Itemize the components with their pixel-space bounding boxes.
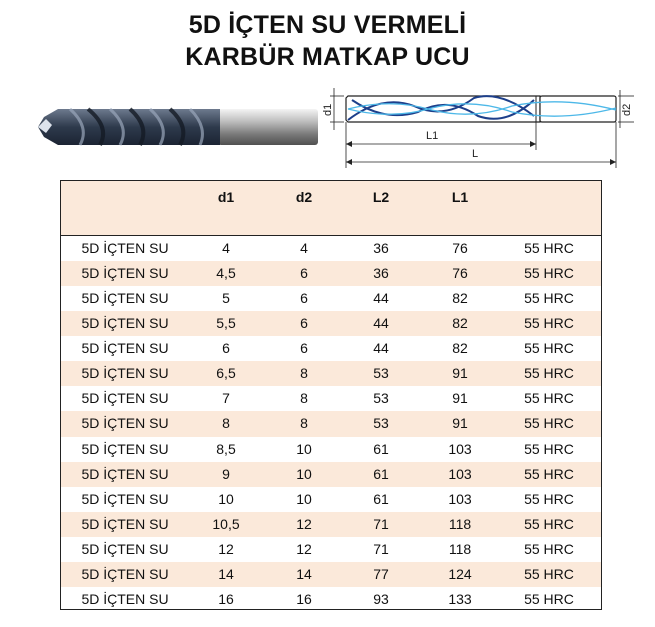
- title-line-2: KARBÜR MATKAP UCU: [185, 43, 470, 71]
- cell-d1: 4: [222, 240, 230, 256]
- cell-d1: 8: [222, 415, 230, 432]
- cell-type: 5D İÇTEN SU: [81, 240, 169, 256]
- cell-d2: 6: [300, 290, 308, 307]
- cell-type: 5D İÇTEN SU: [81, 440, 169, 457]
- cell-type: 5D İÇTEN SU: [81, 365, 169, 382]
- cell-l2: 61: [373, 490, 389, 507]
- cell-l2: 61: [373, 440, 389, 457]
- cell-d1: 12: [218, 540, 234, 557]
- cell-l1: 76: [452, 240, 468, 256]
- cell-hardness: 55 HRC: [524, 365, 574, 382]
- table-header: [61, 181, 601, 236]
- cell-hardness: 55 HRC: [524, 465, 574, 482]
- cell-l1: 103: [448, 465, 472, 482]
- cell-type: 5D İÇTEN SU: [81, 415, 169, 432]
- cell-type: 5D İÇTEN SU: [81, 540, 169, 557]
- cell-hardness: 55 HRC: [524, 515, 574, 532]
- cell-d1: 5: [222, 290, 230, 307]
- table-row: [61, 462, 601, 487]
- table-row: [61, 311, 601, 336]
- cell-d2: 16: [296, 590, 312, 607]
- drill-bit-image: [30, 103, 320, 153]
- cell-l2: 44: [373, 315, 389, 332]
- cell-type: 5D İÇTEN SU: [81, 490, 169, 507]
- cell-hardness: 55 HRC: [524, 540, 574, 557]
- table-body: [61, 236, 601, 612]
- cell-l1: 103: [448, 490, 472, 507]
- cell-l1: 118: [448, 540, 472, 557]
- cell-d1: 10: [218, 490, 234, 507]
- cell-type: 5D İÇTEN SU: [81, 390, 169, 407]
- table-row: [61, 512, 601, 537]
- cell-d1: 9: [222, 465, 230, 482]
- cell-d2: 12: [296, 540, 312, 557]
- cell-d1: 6,5: [216, 365, 236, 382]
- cell-d2: 6: [300, 315, 308, 332]
- cell-d1: 8,5: [216, 440, 236, 457]
- cell-type: 5D İÇTEN SU: [81, 290, 169, 307]
- cell-l1: 91: [452, 390, 468, 407]
- cell-l2: 61: [373, 465, 389, 482]
- table-row: [61, 286, 601, 311]
- cell-l1: 118: [448, 515, 472, 532]
- table-row: [61, 236, 601, 261]
- cell-hardness: 55 HRC: [524, 390, 574, 407]
- cell-hardness: 55 HRC: [524, 315, 574, 332]
- table-row: [61, 587, 601, 612]
- cell-type: 5D İÇTEN SU: [81, 590, 169, 607]
- cell-l1: 103: [448, 440, 472, 457]
- cell-d1: 16: [218, 590, 234, 607]
- cell-l2: 71: [373, 540, 389, 557]
- cell-l1: 82: [452, 315, 468, 332]
- cell-l2: 36: [373, 240, 389, 256]
- cell-l2: 44: [373, 340, 389, 357]
- cell-type: 5D İÇTEN SU: [81, 340, 169, 357]
- cell-l2: 77: [373, 565, 389, 582]
- cell-d1: 7: [222, 390, 230, 407]
- title-line-1: 5D İÇTEN SU VERMELİ: [188, 11, 467, 39]
- cell-l2: 53: [373, 390, 389, 407]
- label-l: L: [472, 148, 479, 160]
- cell-l2: 71: [373, 515, 389, 532]
- cell-d2: 6: [300, 265, 308, 282]
- cell-l2: 36: [373, 265, 389, 282]
- cell-d2: 6: [300, 340, 308, 357]
- cell-hardness: 55 HRC: [524, 265, 574, 282]
- cell-hardness: 55 HRC: [524, 490, 574, 507]
- cell-hardness: 55 HRC: [524, 590, 574, 607]
- label-l1: L1: [426, 130, 439, 142]
- cell-hardness: 55 HRC: [524, 340, 574, 357]
- table-row: [61, 562, 601, 587]
- cell-d2: 10: [296, 440, 312, 457]
- cell-l1: 76: [452, 265, 468, 282]
- table-row: [61, 336, 601, 361]
- table-row: [61, 487, 601, 512]
- cell-l2: 44: [373, 290, 389, 307]
- cell-hardness: 55 HRC: [524, 240, 574, 256]
- cell-d2: 12: [296, 515, 312, 532]
- cell-l2: 53: [373, 365, 389, 382]
- cell-type: 5D İÇTEN SU: [81, 265, 169, 282]
- cell-l2: 93: [373, 590, 389, 607]
- cell-d1: 5,5: [216, 315, 236, 332]
- cell-type: 5D İÇTEN SU: [81, 565, 169, 582]
- cell-hardness: 55 HRC: [524, 440, 574, 457]
- cell-l1: 133: [448, 590, 472, 607]
- header-d1: d1: [217, 189, 235, 205]
- technical-drawing: [322, 76, 642, 176]
- cell-hardness: 55 HRC: [524, 415, 574, 432]
- cell-d2: 10: [296, 490, 312, 507]
- table-row: [61, 386, 601, 411]
- table-row: [61, 411, 601, 436]
- header-l2: L2: [372, 189, 390, 205]
- cell-l1: 91: [452, 365, 468, 382]
- header-l1: L1: [451, 189, 469, 205]
- cell-d2: 8: [300, 390, 308, 407]
- label-d1: d1: [322, 103, 334, 116]
- cell-l1: 124: [448, 565, 472, 582]
- table-row: [61, 537, 601, 562]
- cell-l1: 82: [452, 340, 468, 357]
- cell-l2: 53: [373, 415, 389, 432]
- cell-l1: 91: [452, 415, 468, 432]
- cell-type: 5D İÇTEN SU: [81, 315, 169, 332]
- cell-d2: 8: [300, 365, 308, 382]
- table-row: [61, 261, 601, 286]
- cell-d1: 10,5: [212, 515, 240, 532]
- table-row: [61, 437, 601, 462]
- cell-hardness: 55 HRC: [524, 290, 574, 307]
- cell-d2: 8: [300, 415, 308, 432]
- cell-d2: 14: [296, 565, 312, 582]
- cell-d1: 14: [218, 565, 234, 582]
- header-d2: d2: [295, 189, 313, 205]
- table-row: [61, 361, 601, 386]
- cell-hardness: 55 HRC: [524, 565, 574, 582]
- label-d2: d2: [621, 103, 633, 116]
- cell-l1: 82: [452, 290, 468, 307]
- cell-d1: 4,5: [216, 265, 236, 282]
- specification-table: [60, 180, 602, 610]
- cell-type: 5D İÇTEN SU: [81, 465, 169, 482]
- cell-d1: 6: [222, 340, 230, 357]
- cell-d2: 4: [300, 240, 308, 256]
- cell-type: 5D İÇTEN SU: [81, 515, 169, 532]
- cell-d2: 10: [296, 465, 312, 482]
